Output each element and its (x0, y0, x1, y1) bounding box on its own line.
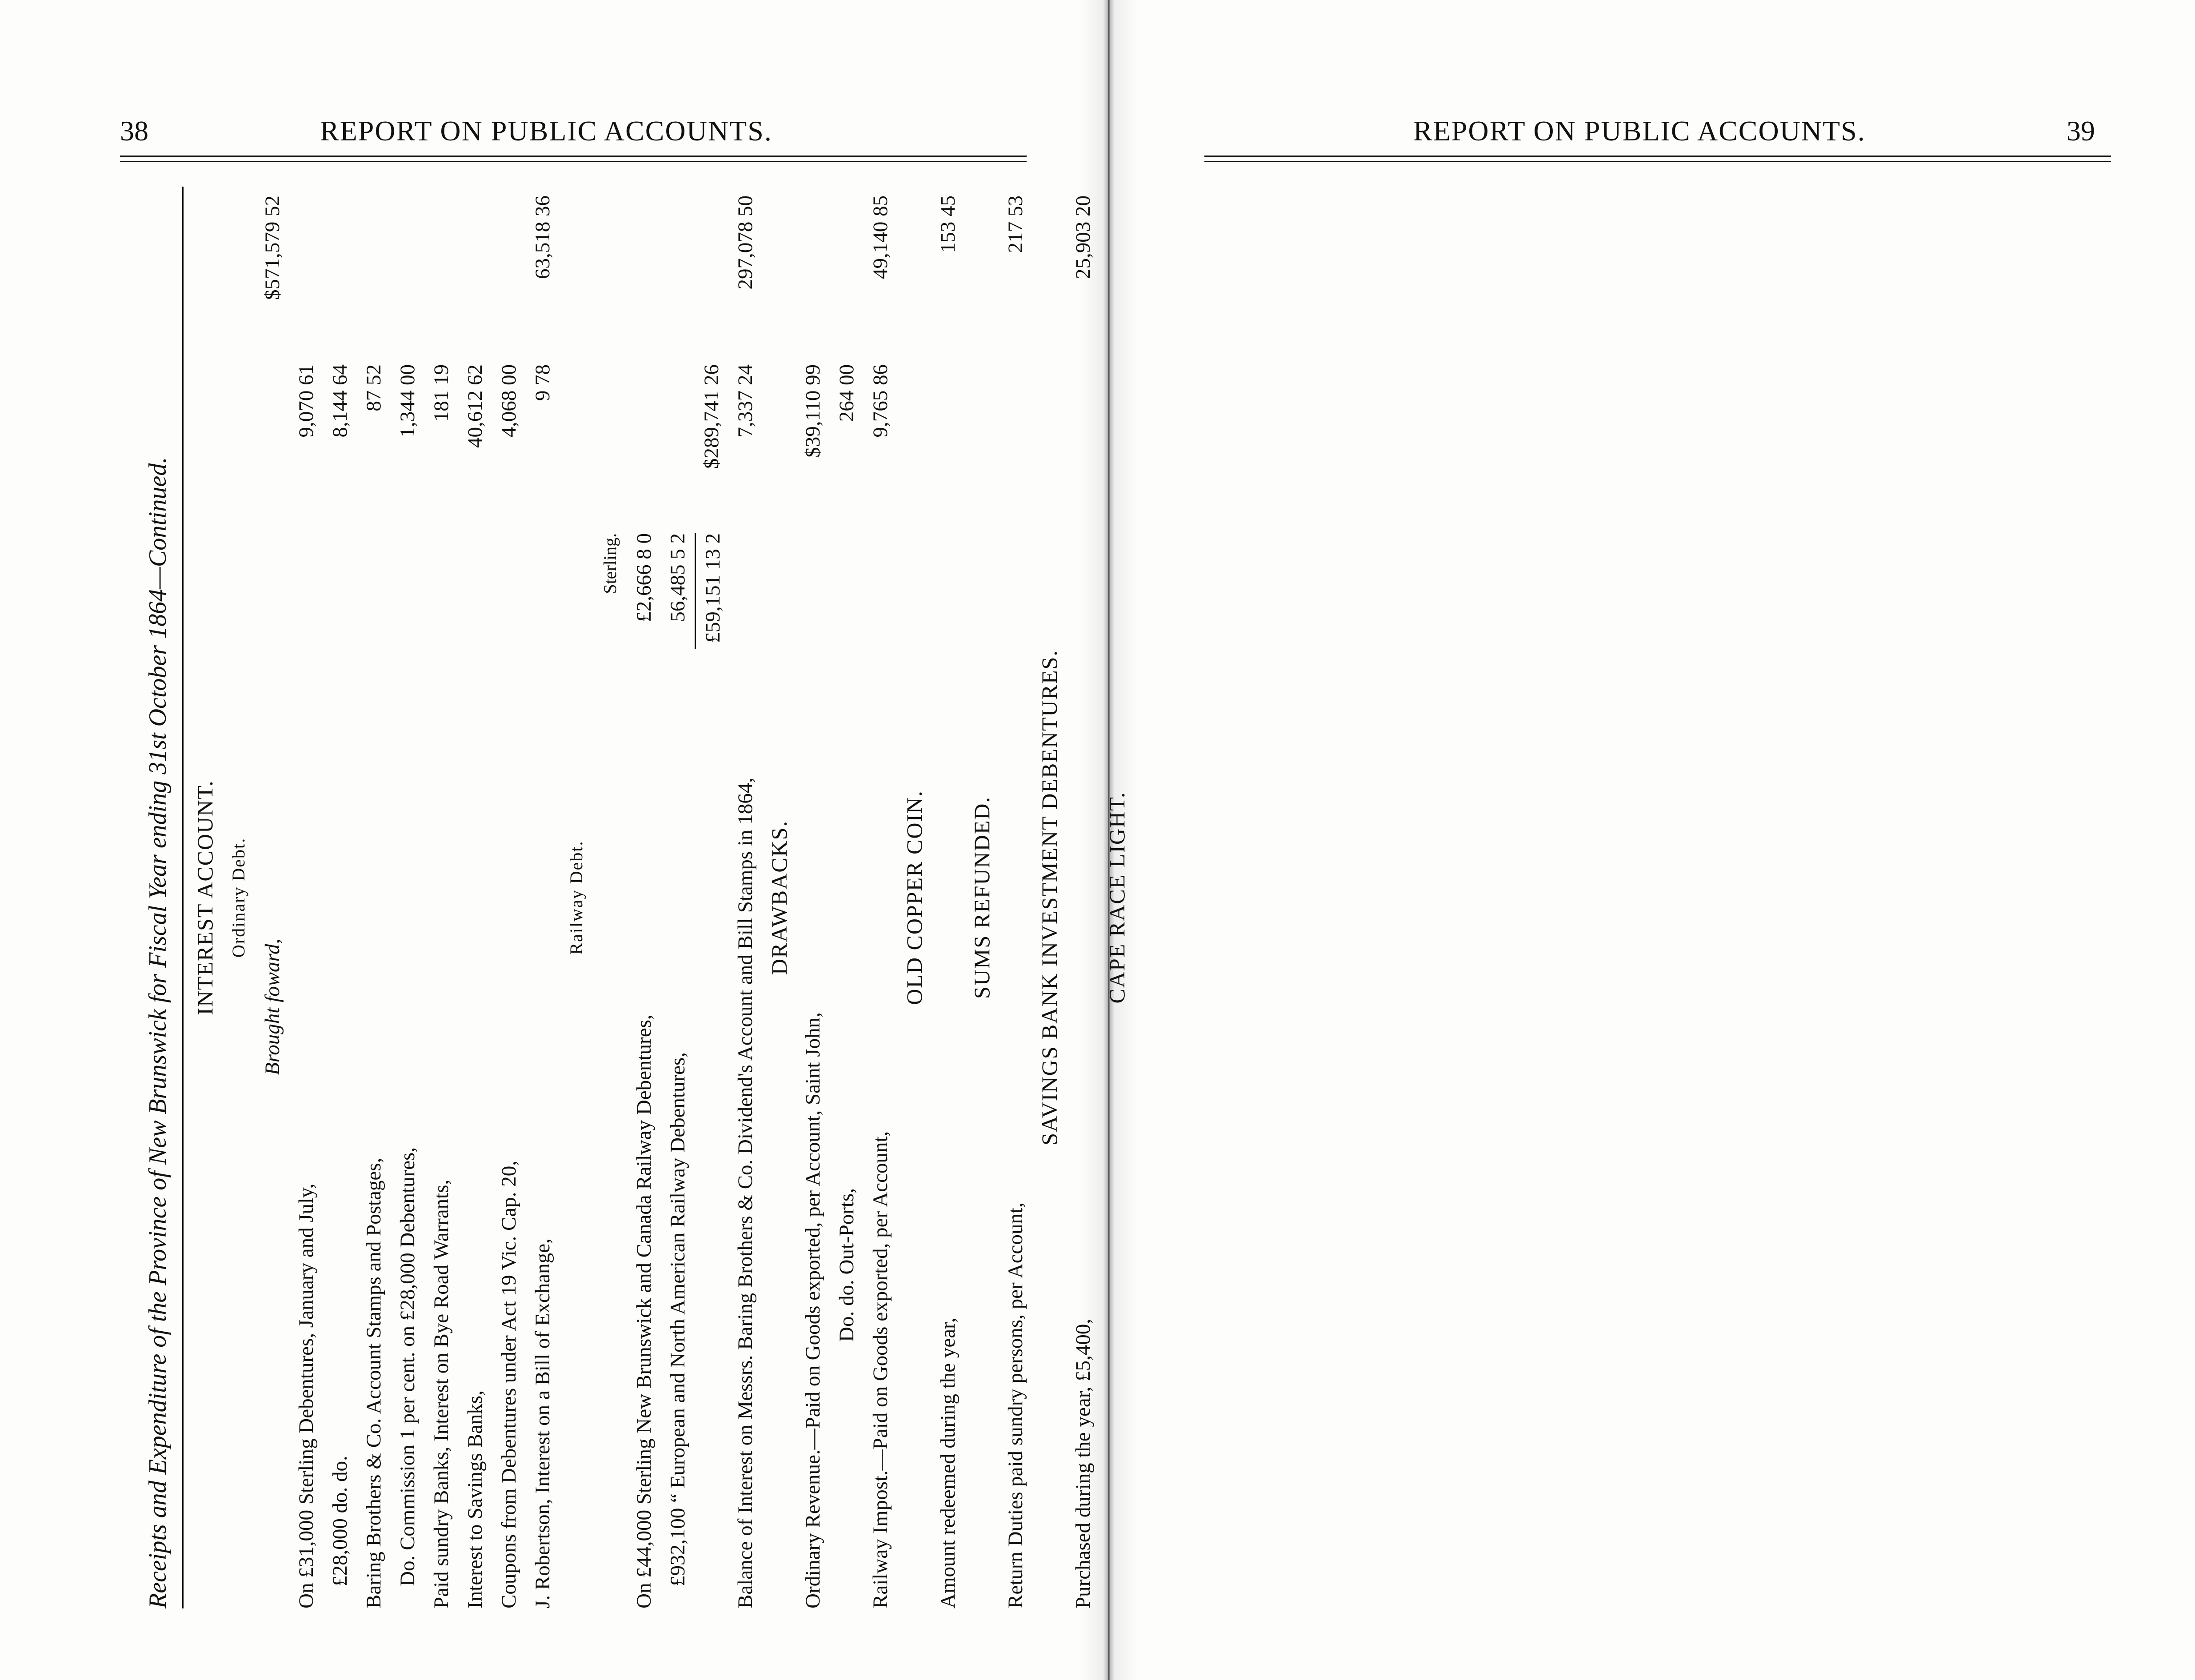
subheading-ordinary-debt: Ordinary Debt. (228, 837, 248, 958)
railway-row-sterling: £2,666 8 0 (632, 533, 656, 622)
interest-row-label: Paid sundry Banks, Interest on Bye Road Warrants, (430, 1179, 453, 1608)
baring-balance-label: Balance of Interest on Messrs. Baring Brothers & Co. Dividend's Account and Bill Stamps in 1864, (734, 778, 757, 1608)
interest-row-amount: 4,068 00 (497, 364, 520, 438)
ordinary-debt-total: 63,518 36 (531, 196, 554, 279)
railway-row-label: On £44,000 Sterling New Brunswick and Canada Railway Debentures, (632, 1014, 656, 1608)
railway-row-sterling: 56,485 5 2 (666, 533, 689, 622)
railway-debt-total: 297,078 50 (734, 196, 757, 290)
section-heading-sums-refunded: SUMS REFUNDED. (969, 796, 994, 999)
drawback-row-label: Do. do. Out-Ports, (835, 1188, 858, 1342)
drawback-row-amount: $39,110 99 (801, 364, 824, 458)
baring-balance-amount: 7,337 24 (734, 364, 757, 438)
copper-coin-label: Amount redeemed during the year, (936, 1317, 960, 1608)
copper-coin-total: 153 45 (936, 196, 960, 253)
section-heading-old-copper-coin: OLD COPPER COIN. (902, 790, 927, 1005)
railway-dollars: $289,741 26 (700, 364, 723, 469)
right-page (1138, 0, 2195, 1680)
drawback-row-amount: 9,765 86 (869, 364, 892, 438)
table-caption: Receipts and Expenditure of the Province of New Brunswick for Fiscal Year ending 31st October 1864—Continued. (144, 457, 172, 1608)
drawback-row-label: Ordinary Revenue.—Paid on Goods exported, per Account, Saint John, (801, 1012, 824, 1608)
interest-row-label: On £31,000 Sterling Debentures, January and July, (295, 1183, 318, 1608)
interest-row-label: Baring Brothers & Co. Account Stamps and Postages, (362, 1157, 385, 1608)
rotated-table-left (133, 187, 1129, 1608)
railway-row-label: £932,100 “ European and North American Railway Debentures, (666, 1052, 689, 1586)
sums-refunded-label: Return Duties paid sundry persons, per Account, (1004, 1202, 1027, 1608)
drawbacks-total: 49,140 85 (869, 196, 892, 279)
header-rule-thin (1204, 161, 2111, 162)
brought-forward-label: Brought foward, (261, 938, 284, 1075)
interest-row-label: £28,000 do. do. (328, 1456, 352, 1586)
header-rule (120, 156, 1027, 157)
interest-row-amount: 8,144 64 (328, 364, 352, 438)
header-rule (1204, 156, 2111, 157)
interest-row-amount: 9 78 (531, 364, 554, 401)
running-head: REPORT ON PUBLIC ACCOUNTS. (1413, 115, 1866, 147)
section-heading-savings-bank: SAVINGS BANK INVESTMENT DEBENTURES. (1037, 650, 1062, 1145)
drawback-row-amount: 264 00 (835, 364, 858, 422)
railway-sterling-total: £59,151 13 2 (695, 533, 730, 649)
section-heading-drawbacks: DRAWBACKS. (767, 820, 792, 975)
section-heading-interest: INTEREST ACCOUNT. (192, 780, 217, 1015)
caption-rule (182, 187, 184, 1608)
interest-row-label: Do. Commission 1 per cent. on £28,000 Debentures, (396, 1147, 419, 1586)
brought-forward-total: $571,579 52 (261, 196, 284, 300)
page-number: 39 (2067, 115, 2095, 147)
interest-row-label: Interest to Savings Banks, (464, 1390, 487, 1608)
header-rule-thin (120, 161, 1027, 162)
section-heading-cape-race: CAPE RACE LIGHT. (1104, 791, 1129, 1004)
running-head: REPORT ON PUBLIC ACCOUNTS. (320, 115, 772, 147)
interest-row-amount: 87 52 (362, 364, 385, 411)
interest-row-label: Coupons from Debentures under Act 19 Vic. Cap. 20, (497, 1161, 520, 1608)
subheading-railway-debt: Railway Debt. (566, 840, 586, 955)
sums-refunded-total: 217 53 (1004, 196, 1027, 253)
savings-bank-label: Purchased during the year, £5,400, (1072, 1318, 1095, 1608)
page-number: 38 (120, 115, 148, 147)
interest-row-amount: 1,344 00 (396, 364, 419, 438)
interest-row-amount: 9,070 61 (295, 364, 318, 438)
interest-row-amount: 181 19 (430, 364, 453, 422)
interest-row-label: J. Robertson, Interest on a Bill of Exchange, (531, 1238, 554, 1608)
interest-row-amount: 40,612 62 (464, 364, 487, 448)
sterling-column-header: Sterling. (600, 533, 620, 594)
drawback-row-label: Railway Impost.—Paid on Goods exported, per Account, (869, 1131, 892, 1608)
savings-bank-total: 25,903 20 (1072, 196, 1095, 279)
